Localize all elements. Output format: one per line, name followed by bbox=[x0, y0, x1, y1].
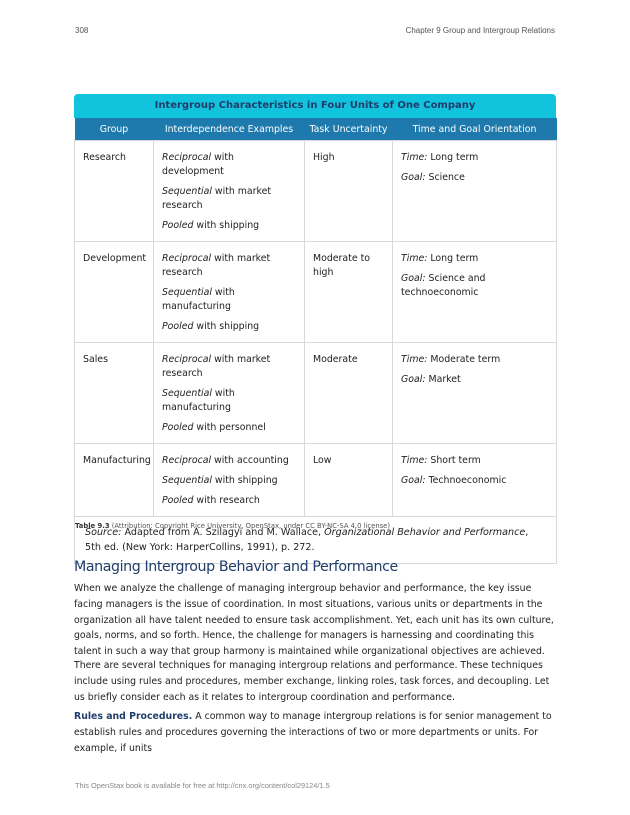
group-cell: Sales bbox=[75, 343, 154, 444]
chapter-title: Chapter 9 Group and Intergroup Relations bbox=[405, 26, 555, 35]
column-header: Time and Goal Orientation bbox=[393, 118, 557, 141]
group-cell: Development bbox=[75, 242, 154, 343]
table-title: Intergroup Characteristics in Four Units of One Company bbox=[74, 94, 556, 118]
orientation-cell: Time: Long term Goal: Science bbox=[393, 141, 557, 242]
table-row bbox=[75, 242, 557, 343]
column-header: Group bbox=[75, 118, 154, 141]
interdependence-cell: Reciprocal with development Sequential with market research Pooled with shipping bbox=[154, 141, 305, 242]
paragraph: Rules and Procedures. A common way to manage intergroup relations is for senior management to establish rules and procedures governing the interactions of two or more departments or units. For example, if units bbox=[74, 711, 552, 754]
column-header: Interdependence Examples bbox=[154, 118, 305, 141]
table-grid bbox=[74, 118, 557, 564]
uncertainty-cell: Low bbox=[305, 444, 393, 517]
paragraph: There are several techniques for managing intergroup relations and performance. These techniques include using rules and procedures, member exchange, linking roles, task forces, and decoupling. Let us briefly consider each as it relates to intergroup coordination and performance. bbox=[74, 660, 550, 703]
section-heading: Managing Intergroup Behavior and Performance bbox=[74, 559, 398, 575]
orientation-cell: Time: Moderate term Goal: Market bbox=[393, 343, 557, 444]
paragraph: When we analyze the challenge of managing intergroup behavior and performance, the key issue facing managers is the issue of coordination. In most situations, various units or departments in the organization all have talent needed to ensure task accomplishment. Yet, each unit has its own culture, goals, norms, and so forth. Hence, the challenge for managers is harnessing and coordinating this talent in such a way that group harmony is maintained while organizational objectives are achieved. bbox=[74, 583, 554, 658]
table-row bbox=[75, 444, 557, 517]
table-header-row bbox=[75, 118, 557, 141]
orientation-cell: Time: Short term Goal: Technoeconomic bbox=[393, 444, 557, 517]
uncertainty-cell: Moderate bbox=[305, 343, 393, 444]
source-note: Source: Adapted from A. Szilagyi and M. Wallace, Organizational Behavior and Performance, 5th ed. (New York: HarperCollins, 1991), p. 272. bbox=[75, 517, 557, 564]
group-cell: Research bbox=[75, 141, 154, 242]
orientation-cell: Time: Long term Goal: Science and technoeconomic bbox=[393, 242, 557, 343]
interdependence-cell: Reciprocal with accounting Sequential with shipping Pooled with research bbox=[154, 444, 305, 517]
page-number: 308 bbox=[75, 26, 89, 35]
uncertainty-cell: Moderate to high bbox=[305, 242, 393, 343]
table-row bbox=[75, 343, 557, 444]
intergroup-table bbox=[74, 94, 556, 564]
column-header: Task Uncertainty bbox=[305, 118, 393, 141]
page-footer: This OpenStax book is available for free at http://cnx.org/content/col29124/1.5 bbox=[75, 781, 330, 790]
interdependence-cell: Reciprocal with market research Sequential with manufacturing Pooled with personnel bbox=[154, 343, 305, 444]
table-caption: Table 9.3 (Attribution: Copyright Rice University, OpenStax, under CC BY-NC-SA 4.0 license) bbox=[75, 522, 391, 530]
table-row bbox=[75, 141, 557, 242]
interdependence-cell: Reciprocal with market research Sequential with manufacturing Pooled with shipping bbox=[154, 242, 305, 343]
uncertainty-cell: High bbox=[305, 141, 393, 242]
run-in-heading: Rules and Procedures. bbox=[74, 711, 193, 722]
group-cell: Manufacturing bbox=[75, 444, 154, 517]
